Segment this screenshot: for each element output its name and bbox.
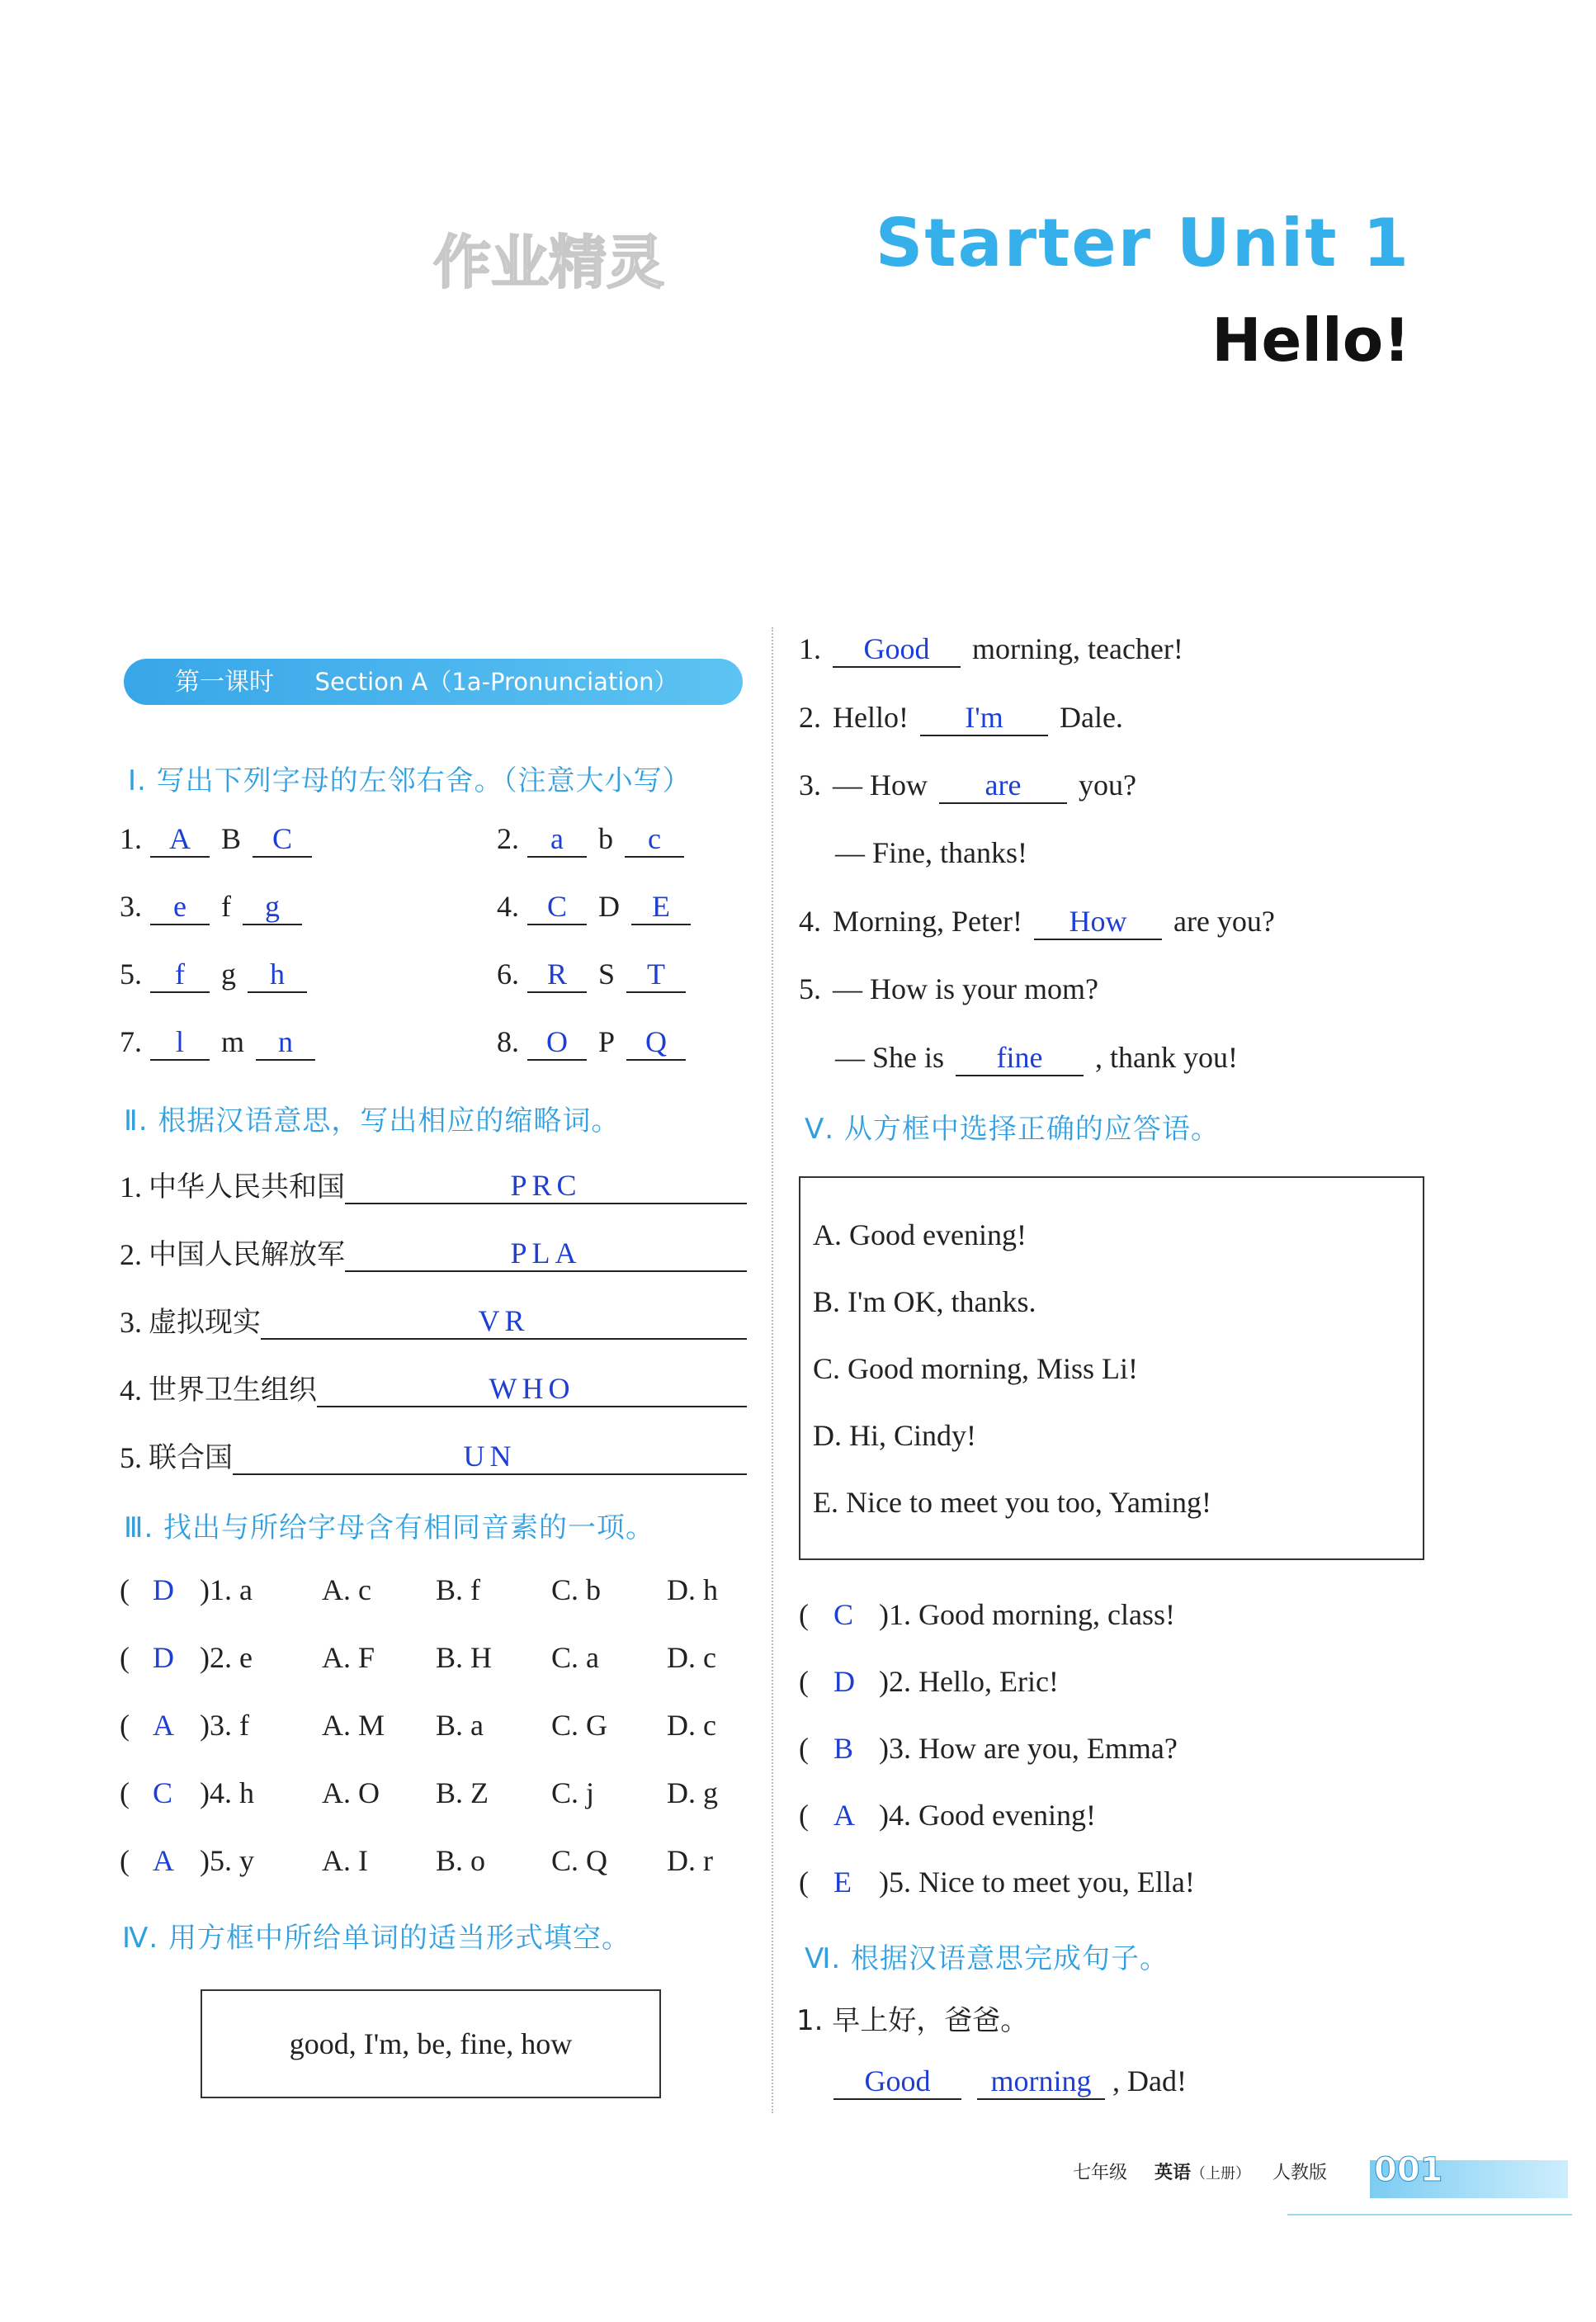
question: )1. Good morning, class! [879,1598,1175,1631]
part6-a1-line [833,2064,1187,2100]
word-box [201,1989,661,2098]
part4-item [799,904,1275,940]
question: )3. f [200,1709,249,1742]
part4-item [799,631,1183,668]
item-number: 6. [497,958,519,991]
response-option: E. Nice to meet you too, Yaming! [813,1486,1211,1519]
option-a: A. I [322,1844,368,1877]
footer-rule [1287,2214,1572,2216]
response-option: C. Good morning, Miss Li! [813,1352,1139,1385]
answer-right: h [248,957,307,993]
item-number: 3. [799,768,821,802]
answer: A [833,1799,855,1832]
response-option: A. Good evening! [813,1218,1027,1251]
question: )5. Nice to meet you, Ella! [879,1866,1195,1899]
sentence-pre: — She is [835,1041,945,1074]
answer-left: l [150,1024,210,1061]
item-number: 4. [799,905,821,938]
question: )1. a [200,1573,253,1606]
answer: A [153,1709,174,1742]
part1-item [120,1024,315,1061]
footer-subject: 英语 [1155,2163,1192,2183]
option-a: A. O [322,1776,380,1809]
answer-left: O [527,1024,587,1061]
option-c: C. G [551,1709,608,1742]
footer-edition: 人教版 [1273,2163,1328,2183]
answer: C [153,1776,173,1809]
unit-title: Starter Unit 1 [875,205,1410,281]
option-c: C. b [551,1573,602,1606]
sentence-post: you? [1079,768,1136,802]
question-text: 中华人民共和国 [149,1170,345,1204]
item-number: 4. [497,890,519,923]
answer-right: c [625,821,684,858]
response-option: B. I'm OK, thanks. [813,1285,1036,1318]
paren-open: ( [120,1776,130,1809]
question-text: 虚拟现实 [149,1306,261,1339]
sentence-post: morning, teacher! [972,632,1183,665]
word-box-text: good, I'm, be, fine, how [289,2027,573,2060]
answer-right: E [631,889,691,925]
item-number: 5. [120,1441,142,1474]
section-banner [124,659,743,705]
sentence-pre: Hello! [833,701,909,734]
answer: A [153,1844,174,1877]
part4-item [799,972,1110,1006]
question: )2. e [200,1641,253,1674]
footer-grade: 七年级 [1073,2163,1128,2183]
answer: D [153,1641,174,1674]
option-a: A. c [322,1573,371,1606]
part1-item [120,889,302,925]
paren-open: ( [799,1866,809,1899]
sentence-pre: — How is your mom? [833,972,1098,1005]
part6-title: Ⅵ. 根据汉语意思完成句子。 [805,1942,1169,1975]
answer: How [1034,904,1162,940]
answer-right: n [256,1024,315,1061]
given-letter: S [598,958,616,991]
question-text: 联合国 [149,1441,233,1474]
part4-item [799,700,1123,736]
sentence-post: Dale. [1059,701,1123,734]
item-number: 1. [120,822,142,855]
part6-q1: 1. 早上好，爸爸。 [796,2004,1029,2037]
answer: fine [956,1040,1084,1076]
part4-title: Ⅳ. 用方框中所给单词的适当形式填空。 [122,1922,630,1955]
answer-right: Q [626,1024,686,1061]
option-c: C. Q [551,1844,608,1877]
answer-left: R [527,957,587,993]
answer: C [833,1598,854,1631]
option-b: B. f [436,1573,480,1606]
question-text: 世界卫生组织 [149,1374,317,1407]
item-number: 5. [120,958,142,991]
item-number: 1. [120,1170,142,1204]
answer-right: g [243,889,302,925]
part6-tail: , Dad! [1112,2064,1187,2097]
part2-item [120,1232,747,1272]
part2-item [120,1164,747,1204]
item-number: 2. [120,1238,142,1271]
answer-left: a [527,821,587,858]
answer-right: T [626,957,686,993]
given-letter: D [598,890,620,923]
option-d: D. g [667,1776,718,1809]
part1-item [120,957,307,993]
question: )5. y [200,1844,254,1877]
answer-left: C [527,889,587,925]
sentence-pre: — How [833,768,928,802]
sentence-post: , thank you! [1095,1041,1238,1074]
sentence-pre: — Fine, thanks! [835,836,1027,869]
paren-open: ( [799,1665,809,1698]
option-d: D. r [667,1844,713,1877]
answer-left: A [150,821,210,858]
answer: D [833,1665,855,1698]
answer: WHO [317,1371,747,1407]
item-number: 3. [120,890,142,923]
page-number: 001 [1374,2151,1443,2189]
option-b: B. a [436,1709,484,1742]
answer: D [153,1573,174,1606]
question: )4. Good evening! [879,1799,1096,1832]
paren-open: ( [120,1709,130,1742]
part2-item [120,1299,747,1340]
item-number: 2. [799,701,821,734]
answer: UN [233,1439,747,1475]
given-letter: P [598,1025,616,1058]
question: )3. How are you, Emma? [879,1732,1178,1765]
part3-title: Ⅲ. 找出与所给字母含有相同音素的一项。 [124,1511,655,1544]
answer: Good [833,631,961,668]
option-b: B. o [436,1844,486,1877]
paren-open: ( [120,1641,130,1674]
answer: I'm [920,700,1048,736]
given-letter: g [221,958,236,991]
paren-open: ( [799,1598,809,1631]
answer: PLA [345,1236,747,1272]
item-number: 2. [497,822,519,855]
part2-item [120,1435,747,1475]
option-a: A. M [322,1709,385,1742]
part1-title: Ⅰ. 写出下列字母的左邻右舍。（注意大小写） [128,764,692,797]
given-letter: B [221,822,242,855]
paren-open: ( [120,1844,130,1877]
option-c: C. a [551,1641,599,1674]
item-number: 3. [120,1306,142,1339]
part2-item [120,1367,747,1407]
answer-left: f [150,957,210,993]
given-letter: f [221,890,231,923]
option-d: D. c [667,1641,716,1674]
option-c: C. j [551,1776,595,1809]
given-letter: b [598,822,613,855]
answer: B [833,1732,854,1765]
footer-volume: （上册） [1191,2165,1251,2182]
part5-title: Ⅴ. 从方框中选择正确的应答语。 [805,1113,1220,1146]
sentence-post: are you? [1173,905,1275,938]
part2-title: Ⅱ. 根据汉语意思，写出相应的缩略词。 [124,1104,621,1137]
item-number: 1. [799,632,821,665]
paren-open: ( [120,1573,130,1606]
option-d: D. h [667,1573,718,1606]
answer: are [939,768,1067,804]
unit-subtitle: Hello! [1211,305,1410,375]
item-number: 7. [120,1025,142,1058]
part4-item [799,835,1039,870]
part4-item [799,768,1136,804]
response-option: D. Hi, Cindy! [813,1419,976,1452]
paren-open: ( [799,1732,809,1765]
given-letter: m [221,1025,245,1058]
watermark: 作业精灵 [433,229,664,296]
item-number: 8. [497,1025,519,1058]
question-text: 中国人民解放军 [149,1238,345,1271]
question: )2. Hello, Eric! [879,1665,1059,1698]
option-d: D. c [667,1709,716,1742]
item-number: 4. [120,1374,142,1407]
answer-left: e [150,889,210,925]
footer [1073,2159,1327,2184]
part1-item [497,1024,686,1061]
answer: VR [261,1303,747,1340]
part1-item [120,821,312,858]
answer: PRC [345,1168,747,1204]
sentence-pre: Morning, Peter! [833,905,1022,938]
answer-right: C [253,821,312,858]
question: )4. h [200,1776,254,1809]
part4-item [799,1040,1238,1076]
part1-item [497,957,686,993]
answer: E [833,1866,852,1899]
lesson-label: 第一课时 [175,668,274,697]
option-b: B. Z [436,1776,489,1809]
option-a: A. F [322,1641,375,1674]
part6-answer-2: morning [977,2064,1105,2100]
option-b: B. H [436,1641,493,1674]
section-label: Section A（1a-Pronunciation） [314,668,678,696]
part1-item [497,889,691,925]
part6-answer-1: Good [833,2064,961,2100]
item-number: 5. [799,972,821,1005]
column-divider [772,627,773,2113]
paren-open: ( [799,1799,809,1832]
part1-item [497,821,684,858]
